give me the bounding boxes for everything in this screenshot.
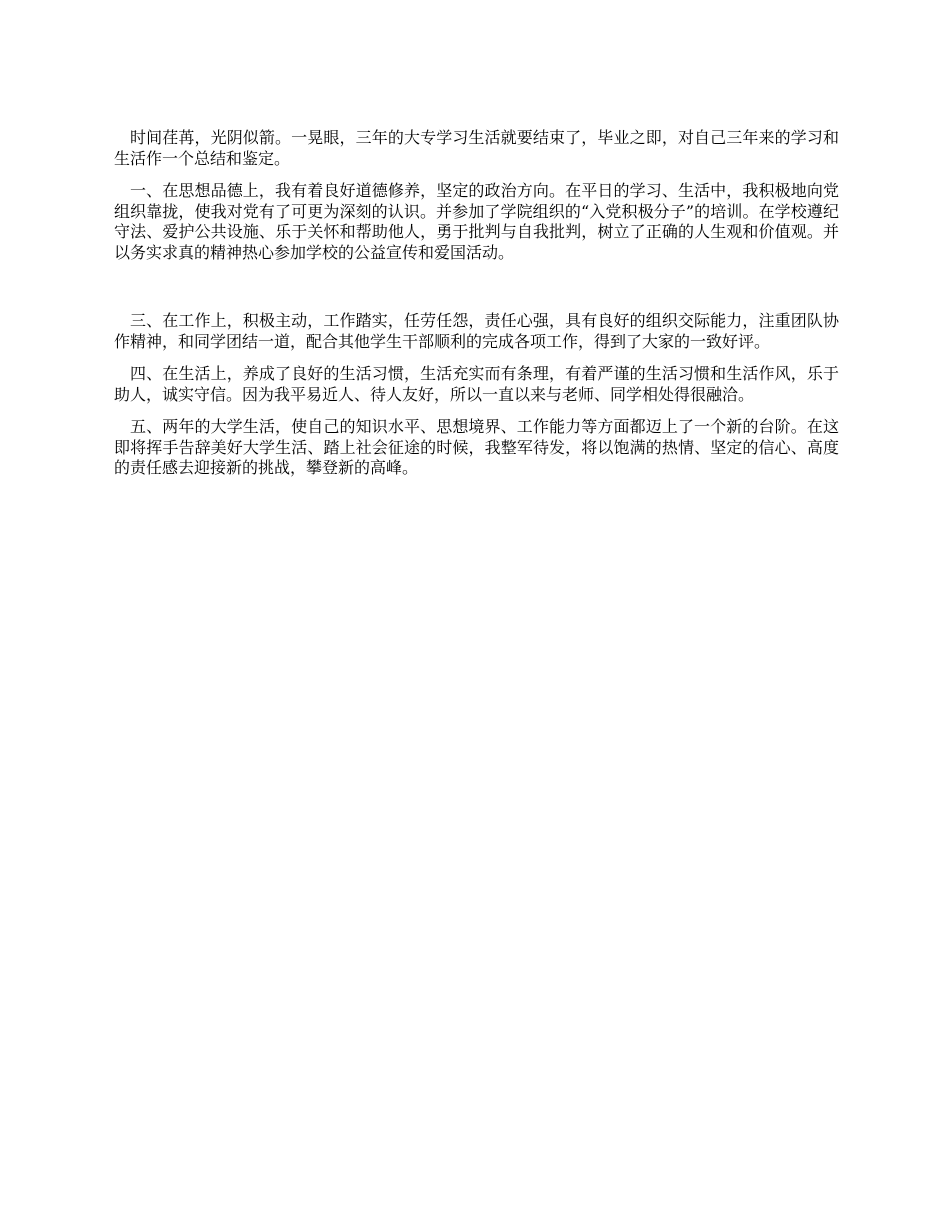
paragraph-life: 四、在生活上，养成了良好的生活习惯，生活充实而有条理，有着严谨的生活习惯和生活作风，乐于助人，诚实守信。因为我平易近人、待人友好，所以一直以来与老师、同学相处得很融洽。: [114, 364, 839, 404]
paragraph-ideology: 一、在思想品德上，我有着良好道德修养，坚定的政治方向。在平日的学习、生活中，我积极地向党组织靠拢，使我对党有了可更为深刻的认识。并参加了学院组织的“入党积极分子”的培训。在学校遵纪守法、爱护公共设施、乐于关怀和帮助他人，勇于批判与自我批判，树立了正确的人生观和价值观。并以务实求真的精神热心参加学校的公益宣传和爱国活动。: [114, 181, 839, 262]
paragraph-conclusion: 五、两年的大学生活，使自己的知识水平、思想境界、工作能力等方面都迈上了一个新的台阶。在这即将挥手告辞美好大学生活、踏上社会征途的时候，我整军待发，将以饱满的热情、坚定的信心、高度的责任感去迎接新的挑战，攀登新的高峰。: [114, 417, 839, 477]
document-page: [114, 128, 839, 479]
paragraph-work: 三、在工作上，积极主动，工作踏实，任劳任怨，责任心强，具有良好的组织交际能力，注重团队协作精神，和同学团结一道，配合其他学生干部顺利的完成各项工作，得到了大家的一致好评。: [114, 311, 839, 351]
paragraph-intro: 时间荏苒，光阴似箭。一晃眼，三年的大专学习生活就要结束了，毕业之即，对自己三年来的学习和生活作一个总结和鉴定。: [114, 128, 839, 168]
